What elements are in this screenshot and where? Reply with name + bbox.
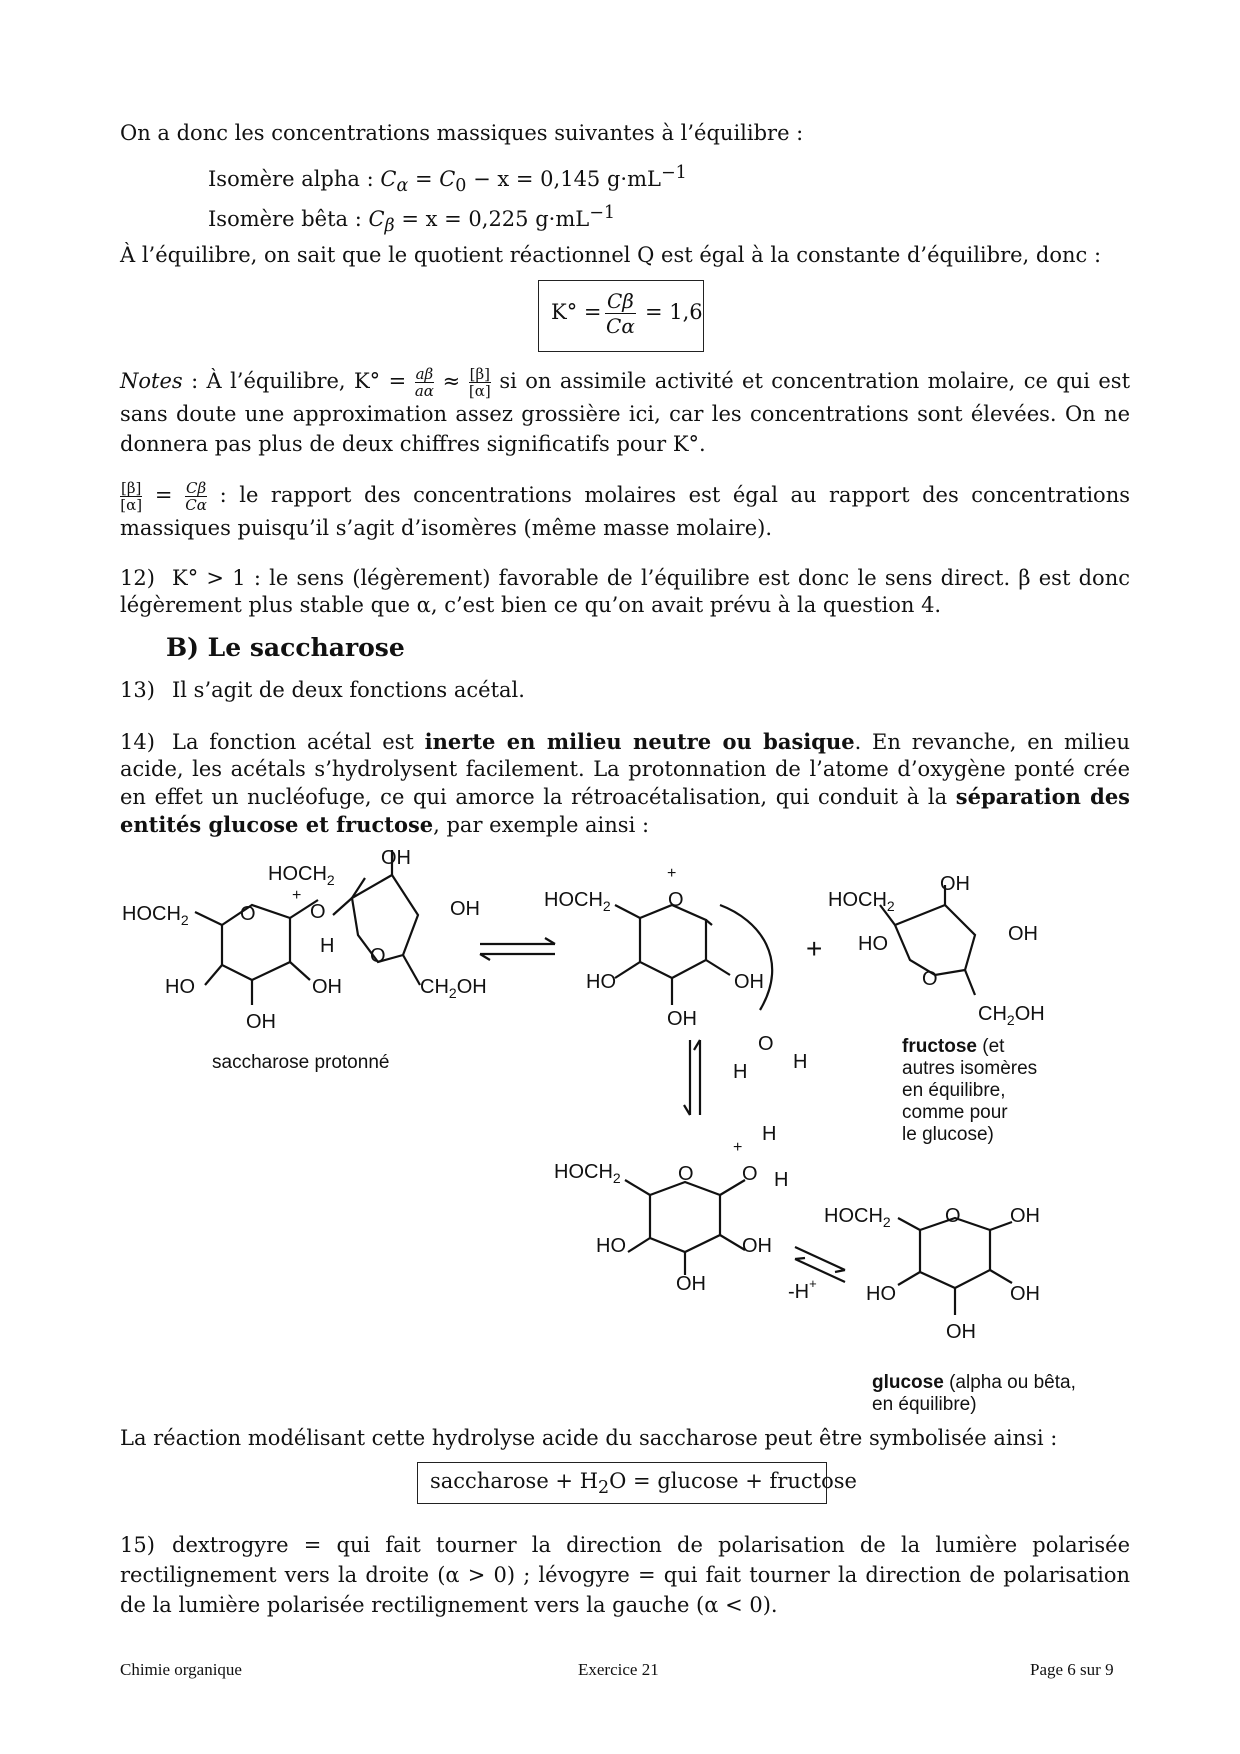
fructose-caption-1: fructose (et — [902, 1036, 1005, 1057]
bond — [965, 970, 975, 995]
frac-num: [β] — [469, 365, 490, 383]
frac-num: Cβ — [186, 479, 207, 497]
q14-bold-1: inerte en milieu neutre ou basique — [424, 729, 855, 754]
approx-sign: ≈ — [434, 369, 469, 393]
notes-end: si on assimile activité et concentration molaire, ce qui est sans doute une approximation assez grossière ici, car les concentrations sont élevées. On ne donnera pas plus de deux chiffres significatifs pour K°. — [120, 369, 1131, 456]
fructose-caption-2: autres isomères — [902, 1058, 1038, 1079]
bond — [333, 898, 352, 915]
q12-text: K° > 1 : le sens (légèrement) favorable de l’équilibre est donc le sens direct. β est donc légèrement plus stable que α, c’est bien ce qu’on avait prévu à la question 4. — [120, 566, 1130, 617]
fructose-caption-3: en équilibre, — [902, 1080, 1006, 1101]
label-h: H — [762, 1123, 777, 1145]
beta-expr: = x = 0,225 g·mL — [394, 207, 590, 231]
label-ho: HO — [866, 1283, 896, 1305]
cation-charge: + — [667, 865, 677, 882]
bond — [205, 965, 222, 985]
glucose-caption-1: glucose (alpha ou bêta, — [872, 1372, 1076, 1393]
glucose-caption-2: en équilibre) — [872, 1394, 977, 1415]
label-ho: HO — [586, 971, 616, 993]
label-oh: OH — [676, 1273, 706, 1295]
oxocarbenium-ring — [640, 905, 706, 978]
alpha-label: Isomère alpha : — [208, 167, 374, 191]
reverse-arrow — [480, 954, 555, 960]
intro-line: On a donc les concentrations massiques suivantes à l’équilibre : — [120, 121, 804, 145]
label-oh: OH — [381, 847, 411, 869]
bond — [898, 1272, 920, 1285]
label-oh: OH — [1008, 923, 1038, 945]
reaction-box — [417, 1462, 857, 1504]
label-oh: OH — [946, 1321, 976, 1343]
bond — [615, 962, 640, 978]
reaction-intro: La réaction modélisant cette hydrolyse acide du saccharose peut être symbolisée ainsi : — [120, 1426, 1058, 1450]
q14-number: 14) — [120, 730, 155, 754]
label-oh: OH — [312, 976, 342, 998]
label-oh: OH — [1010, 1283, 1040, 1305]
deprotonation-arrow — [795, 1247, 845, 1272]
label-ho: HO — [165, 976, 195, 998]
bond — [615, 905, 640, 918]
footer-right: Page 6 sur 9 — [1030, 1660, 1114, 1679]
reaction-part-a: saccharose + H — [430, 1469, 599, 1493]
label-o: O — [758, 1033, 774, 1055]
label-hoch2: $HOCH_2$ — [268, 863, 335, 888]
label-h: H — [733, 1061, 748, 1083]
bond — [195, 912, 222, 925]
reaction-equation — [430, 1469, 857, 1498]
fructose-caption-4: comme pour — [902, 1102, 1008, 1123]
vertical-arrow-up — [694, 1040, 700, 1115]
bond — [403, 955, 420, 985]
frac-num: aβ — [415, 365, 434, 383]
alpha-sub0: 0 — [455, 176, 467, 197]
notes-start: : À l’équilibre, K° = — [182, 369, 415, 393]
q14-bold-2: séparation des entités glucose et fructose — [120, 784, 1130, 837]
label-o: O — [945, 1205, 961, 1227]
footer-center: Exercice 21 — [578, 1660, 659, 1679]
plus-sign: + — [806, 933, 823, 964]
label-ho: HO — [596, 1235, 626, 1257]
notes-label: Notes — [120, 369, 183, 393]
cation-charge: + — [733, 1139, 743, 1156]
bond — [898, 1218, 920, 1230]
label-o: O — [668, 889, 684, 911]
cation-charge: + — [292, 887, 302, 904]
label-hoch2: $HOCH_2$ — [824, 1205, 891, 1230]
alpha-rest: − x = 0,145 g·mL — [466, 167, 661, 191]
beta-label: Isomère bêta : — [208, 207, 362, 231]
saccharose-pyranose-ring — [222, 905, 290, 980]
label-ch2oh: $CH_2OH$ — [420, 976, 487, 1001]
q15-text: dextrogyre = qui fait tourner la direction de polarisation de la lumière polarisée rectilignement vers la droite (α > 0) ; lévogyre = qui fait tourner la direction de polarisation de la lumière polarisée rectilignement vers la gauche (α < 0). — [120, 1533, 1130, 1617]
k-lhs: K° = — [551, 300, 602, 324]
ratio-text: : le rapport des concentrations molaires est égal au rapport des concentrations massiques puisqu’il s’agit d’isomères (même masse molaire). — [120, 483, 1130, 540]
bond — [625, 1180, 650, 1195]
label-o: O — [742, 1163, 758, 1185]
label-h: H — [793, 1051, 808, 1073]
hemiacetal-ring — [650, 1182, 720, 1252]
label-oh: OH — [734, 971, 764, 993]
reverse-deprotonation-arrow — [795, 1258, 845, 1282]
q14-text-2: . En revanche, en milieu acide, les acétals s’hydrolysent facilement. La protonnation de l’atome d’oxygène ponté crée en effet un nucléofuge, ce qui amorce la rétroacétalisation, qui conduit à la — [120, 730, 1130, 809]
beta-sub: β — [384, 216, 395, 237]
label-o: O — [370, 945, 386, 967]
reaction-part-b: O = glucose + fructose — [609, 1469, 857, 1493]
label-oh: OH — [940, 873, 970, 895]
label-hoch2: $HOCH_2$ — [828, 889, 895, 914]
deprotonation-label: -H+ — [788, 1276, 817, 1303]
label-oh: OH — [246, 1011, 276, 1033]
q13-number: 13) — [120, 678, 155, 702]
q14-text-1: La fonction acétal est — [172, 730, 425, 754]
fructose-ring — [895, 905, 975, 975]
bond — [990, 1222, 1012, 1230]
alpha-expr: = C — [408, 167, 456, 191]
frac-den: Cα — [185, 496, 207, 514]
label-hoch2: $HOCH_2$ — [544, 889, 611, 914]
beta-exp: −1 — [589, 203, 615, 223]
bond — [628, 1238, 650, 1252]
label-o: O — [922, 968, 938, 990]
forward-arrow — [480, 938, 555, 944]
beta-c: C — [368, 207, 385, 231]
label-h: H — [774, 1169, 789, 1191]
bond — [706, 960, 730, 975]
label-oh: OH — [450, 898, 480, 920]
q14-text-3: , par exemple ainsi : — [433, 813, 650, 837]
frac-den: [α] — [120, 496, 143, 514]
glucose-ring — [920, 1218, 990, 1288]
water-attack-arrow — [720, 905, 772, 1010]
label-h: H — [320, 935, 335, 957]
ratio-equal: = — [142, 483, 186, 507]
bond — [290, 962, 310, 980]
q13-text: Il s’agit de deux fonctions acétal. — [172, 678, 525, 702]
label-ho: HO — [858, 933, 888, 955]
frac-num: [β] — [121, 479, 142, 497]
equilibrium-sentence: À l’équilibre, on sait que le quotient réactionnel Q est égal à la constante d’équilibre, donc : — [120, 243, 1102, 267]
alpha-exp: −1 — [660, 163, 687, 183]
label-o: O — [678, 1163, 694, 1185]
fructose-caption-5: le glucose) — [902, 1124, 994, 1145]
frac-den: aα — [414, 382, 434, 400]
vertical-arrow-down — [684, 1040, 690, 1115]
label-hoch2: $HOCH_2$ — [122, 903, 189, 928]
frac-den: [α] — [468, 382, 491, 400]
q15-number: 15) — [120, 1533, 155, 1557]
label-o: O — [240, 903, 256, 925]
label-hoch2: $HOCH_2$ — [554, 1161, 621, 1186]
label-oh: OH — [667, 1008, 697, 1030]
saccharose-caption: saccharose protonné — [212, 1052, 390, 1073]
alpha-sub: α — [396, 176, 409, 197]
k-den: Cα — [606, 314, 635, 338]
k-rhs: = 1,6 — [645, 300, 703, 324]
label-oh: OH — [742, 1235, 772, 1257]
label-ch2oh: $CH_2OH$ — [978, 1003, 1045, 1028]
footer-left: Chimie organique — [120, 1660, 242, 1679]
reaction-sub: 2 — [598, 1478, 610, 1499]
bond — [990, 1270, 1012, 1283]
label-o: O — [310, 901, 326, 923]
alpha-c: C — [380, 167, 397, 191]
section-b-heading: B) Le saccharose — [166, 633, 405, 662]
question-15 — [120, 1530, 1130, 1620]
k-num: Cβ — [607, 289, 634, 313]
q12-number: 12) — [120, 566, 155, 590]
label-oh: OH — [1010, 1205, 1040, 1227]
